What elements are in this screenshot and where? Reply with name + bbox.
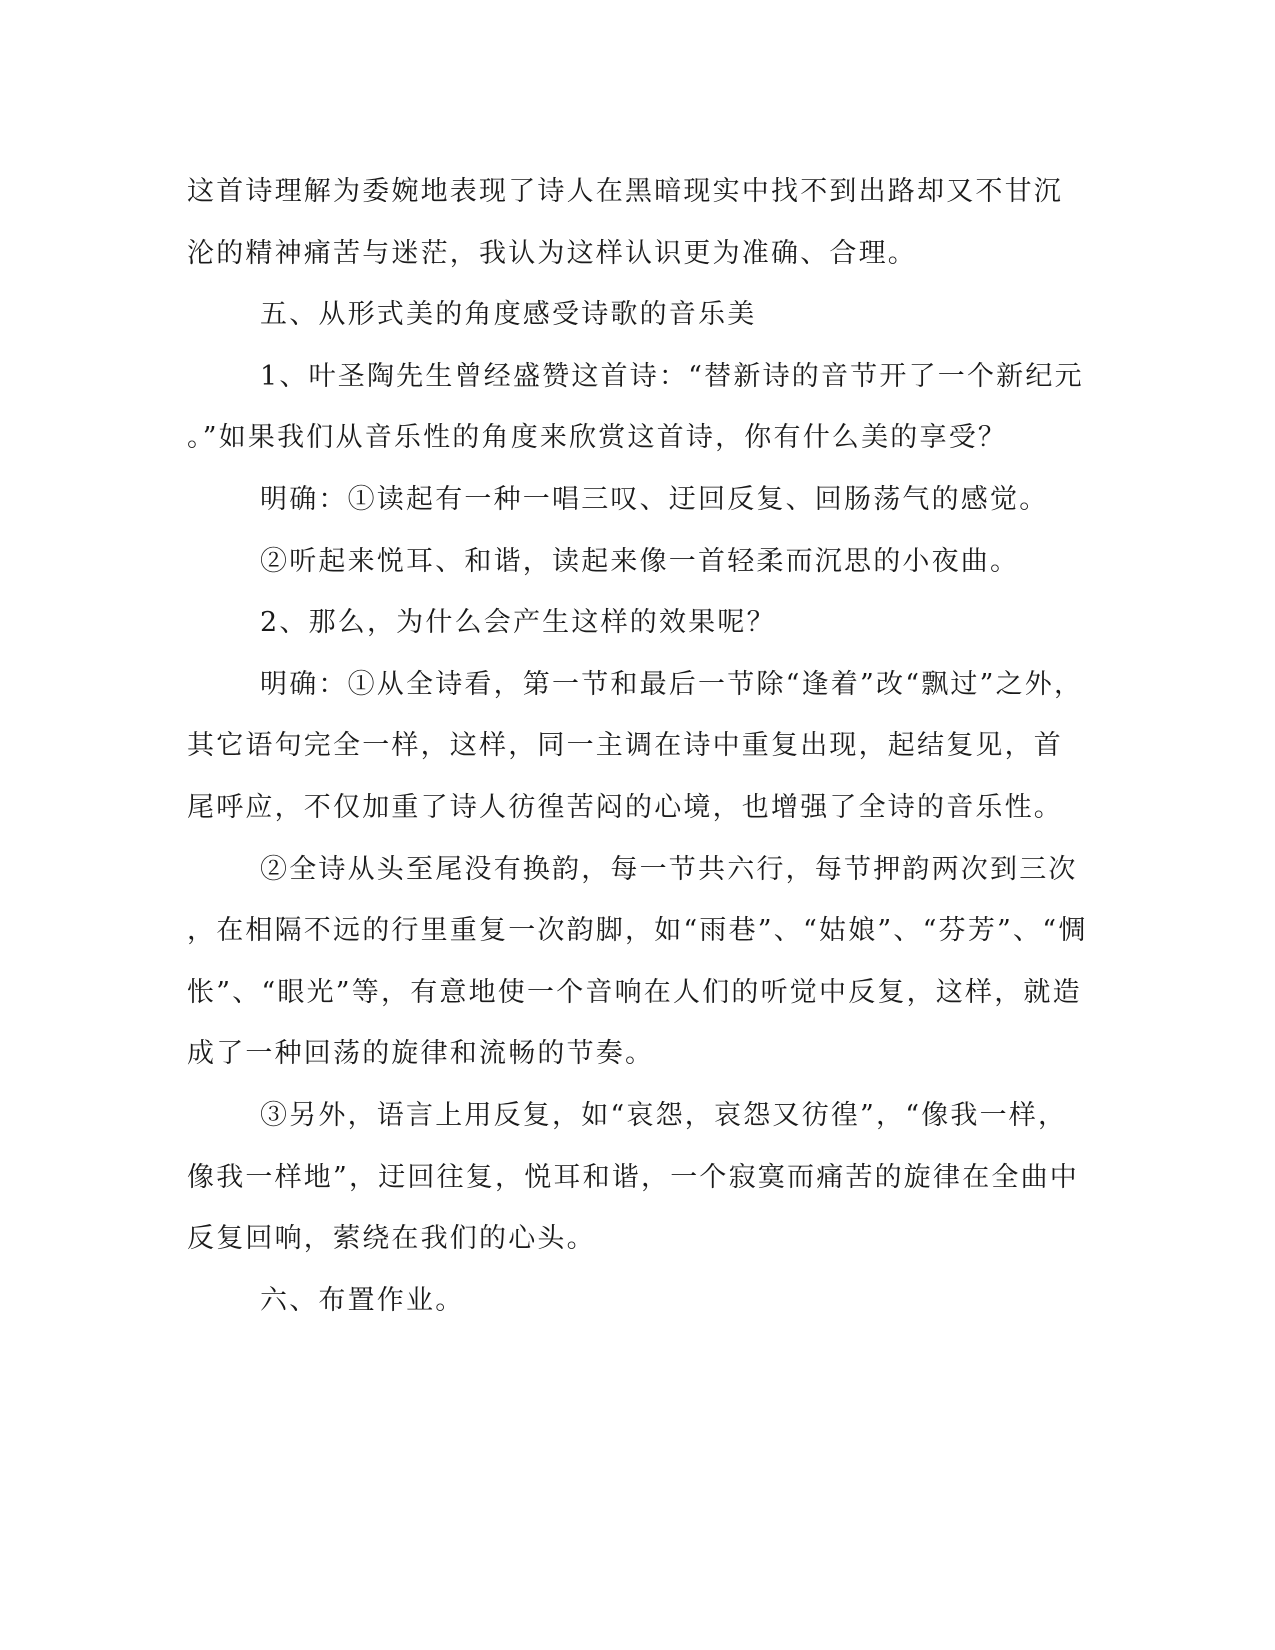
answer-line: 明确：①从全诗看，第一节和最后一节除“逢着”改“飘过”之外， [260,668,1084,700]
answer-line: 明确：①读起有一种一唱三叹、迂回反复、回肠荡气的感觉。 [260,483,1049,515]
text-line: 其它语句完全一样，这样，同一主调在诗中重复出现，起结复见，首 [187,730,1063,762]
answer-line: ②听起来悦耳、和谐，读起来像一首轻柔而沉思的小夜曲。 [260,545,1020,577]
text-line: 像我一样地”，迂回往复，悦耳和谐，一个寂寞而痛苦的旋律在全曲中 [187,1161,1080,1193]
text-line: 这首诗理解为委婉地表现了诗人在黑暗现实中找不到出路却又不甘沉 [187,176,1063,207]
question-line: 1、叶圣陶先生曾经盛赞这首诗：“替新诗的音节开了一个新纪元 [260,360,1084,392]
question-line: 2、那么，为什么会产生这样的效果呢？ [260,607,776,639]
section-heading: 六、布置作业。 [260,1284,465,1316]
text-line: 怅”、“眼光”等，有意地使一个音响在人们的听觉中反复，这样，就造 [187,976,1082,1008]
text-line: ，在相隔不远的行里重复一次韵脚，如“雨巷”、“姑娘”、“芬芳”、“惆 [187,915,1088,947]
text-line: 成了一种回荡的旋律和流畅的节奏。 [187,1038,655,1070]
answer-line: ②全诗从头至尾没有换韵，每一节共六行，每节押韵两次到三次 [260,853,1078,885]
text-line: 尾呼应，不仅加重了诗人彷徨苦闷的心境，也增强了全诗的音乐性。 [187,791,1063,823]
text-line: 。”如果我们从音乐性的角度来欣赏这首诗，你有什么美的享受？ [187,422,1008,454]
text-line: 沦的精神痛苦与迷茫，我认为这样认识更为准确、合理。 [187,237,917,269]
text-line: 反复回响，萦绕在我们的心头。 [187,1223,596,1255]
answer-line: ③另外，语言上用反复，如“哀怨，哀怨又彷徨”，“像我一样， [260,1099,1068,1131]
body-text [187,161,1087,1331]
section-heading: 五、从形式美的角度感受诗歌的音乐美 [260,299,757,331]
